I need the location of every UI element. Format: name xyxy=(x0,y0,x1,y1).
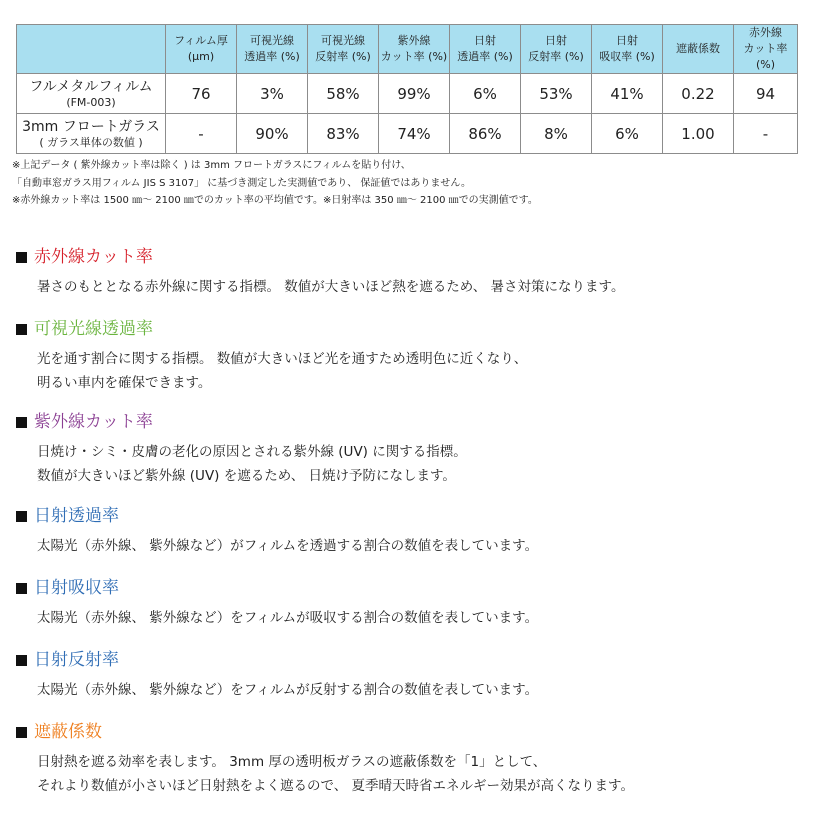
header-shading-coefficient: 遮蔽係数 xyxy=(663,25,734,74)
description-line: 太陽光（赤外線、 紫外線など）をフィルムが吸収する割合の数値を表しています。 xyxy=(37,610,539,626)
description-line: 数値が大きいほど紫外線 (UV) を遮るため、 日焼け予防になします。 xyxy=(37,468,456,484)
section-description xyxy=(37,534,806,558)
section-title: 日射反射率 xyxy=(34,650,119,670)
section-visible-transmittance xyxy=(16,317,806,395)
table-cell: 74% xyxy=(379,114,450,154)
spec-table xyxy=(16,24,798,154)
description-line: 太陽光（赤外線、 紫外線など）をフィルムが反射する割合の数値を表しています。 xyxy=(37,682,539,698)
header-visible-transmittance: 可視光線 透過率 (%) xyxy=(237,25,308,74)
header-solar-absorptance: 日射 吸収率 (%) xyxy=(592,25,663,74)
section-title: 紫外線カット率 xyxy=(34,412,153,432)
header-film-thickness: フィルム厚 (μm) xyxy=(166,25,237,74)
table-cell: 76 xyxy=(166,74,237,114)
section-solar-absorptance xyxy=(16,576,806,630)
table-cell: 6% xyxy=(450,74,521,114)
table-cell: 90% xyxy=(237,114,308,154)
square-bullet-icon xyxy=(16,252,27,263)
header-visible-reflectance: 可視光線 反射率 (%) xyxy=(308,25,379,74)
square-bullet-icon xyxy=(16,324,27,335)
square-bullet-icon xyxy=(16,727,27,738)
row-label-float-glass xyxy=(17,114,166,154)
table-cell: 86% xyxy=(450,114,521,154)
table-header-row xyxy=(17,25,798,74)
table-cell: 1.00 xyxy=(663,114,734,154)
description-line: 太陽光（赤外線、 紫外線など）がフィルムを透過する割合の数値を表しています。 xyxy=(37,538,539,554)
section-description xyxy=(37,347,806,395)
description-line: 明るい車内を確保できます。 xyxy=(37,375,212,391)
header-solar-reflectance: 日射 反射率 (%) xyxy=(521,25,592,74)
square-bullet-icon xyxy=(16,511,27,522)
footnote-line: ※上記データ ( 紫外線カット率は除く ) は 3mm フロートガラスにフィルムを貼り付け、 xyxy=(12,160,411,171)
row-label-full-metal-film xyxy=(17,74,166,114)
section-title: 日射透過率 xyxy=(34,506,119,526)
description-line: 日焼け・シミ・皮膚の老化の原因とされる紫外線 (UV) に関する指標。 xyxy=(37,444,467,460)
header-solar-transmittance: 日射 透過率 (%) xyxy=(450,25,521,74)
square-bullet-icon xyxy=(16,583,27,594)
table-cell: 58% xyxy=(308,74,379,114)
footnotes xyxy=(12,157,807,210)
footnote-line: 「自動車窓ガラス用フィルム JIS S 3107」 に基づき測定した実測値であり、 保証値ではありません。 xyxy=(12,177,472,189)
section-title: 遮蔽係数 xyxy=(34,722,102,742)
square-bullet-icon xyxy=(16,417,27,428)
section-shading-coefficient xyxy=(16,720,806,798)
header-uv-cut: 紫外線 カット率 (%) xyxy=(379,25,450,74)
description-line: 暑さのもととなる赤外線に関する指標。 数値が大きいほど熱を遮るため、 暑さ対策になります。 xyxy=(37,279,625,295)
description-line: 日射熱を遮る効率を表します。 3mm 厚の透明板ガラスの遮蔽係数を「1」として、 xyxy=(37,754,547,770)
section-description xyxy=(37,750,806,798)
section-title: 可視光線透過率 xyxy=(34,319,153,339)
row-sub: ( ガラス単体の数値 ) xyxy=(39,135,143,149)
header-corner-cell xyxy=(17,25,166,74)
description-line: 光を通す割合に関する指標。 数値が大きいほど光を通すため透明色に近くなり、 xyxy=(37,351,528,367)
section-description xyxy=(37,678,806,702)
section-description xyxy=(37,606,806,630)
section-solar-transmittance xyxy=(16,504,806,558)
section-solar-reflectance xyxy=(16,648,806,702)
table-cell: 94 xyxy=(734,74,798,114)
section-ir-cut xyxy=(16,245,806,299)
table-row xyxy=(17,114,798,154)
footnote-line: ※赤外線カット率は 1500 ㎚～ 2100 ㎚でのカット率の平均値です。※日射率は 350 ㎚～ 2100 ㎚での実測値です。 xyxy=(12,195,538,206)
row-sub: (FM-003) xyxy=(66,95,116,109)
table-cell: 3% xyxy=(237,74,308,114)
header-ir-cut: 赤外線 カット率 (%) xyxy=(734,25,798,74)
table-row xyxy=(17,74,798,114)
table-cell: 53% xyxy=(521,74,592,114)
table-cell: 41% xyxy=(592,74,663,114)
section-description xyxy=(37,440,806,488)
description-line: それより数値が小さいほど日射熱をよく遮るので、 夏季晴天時省エネルギー効果が高くなります。 xyxy=(37,778,634,794)
table-cell: - xyxy=(734,114,798,154)
table-cell: 99% xyxy=(379,74,450,114)
section-title: 日射吸収率 xyxy=(34,578,119,598)
section-uv-cut xyxy=(16,410,806,488)
table-cell: 6% xyxy=(592,114,663,154)
table-cell: - xyxy=(166,114,237,154)
section-description xyxy=(37,275,806,299)
table-cell: 83% xyxy=(308,114,379,154)
square-bullet-icon xyxy=(16,655,27,666)
table-cell: 0.22 xyxy=(663,74,734,114)
row-name: フルメタルフィルム xyxy=(29,78,153,95)
section-title: 赤外線カット率 xyxy=(34,247,153,267)
row-name: 3mm フロートガラス xyxy=(22,118,160,135)
table-cell: 8% xyxy=(521,114,592,154)
